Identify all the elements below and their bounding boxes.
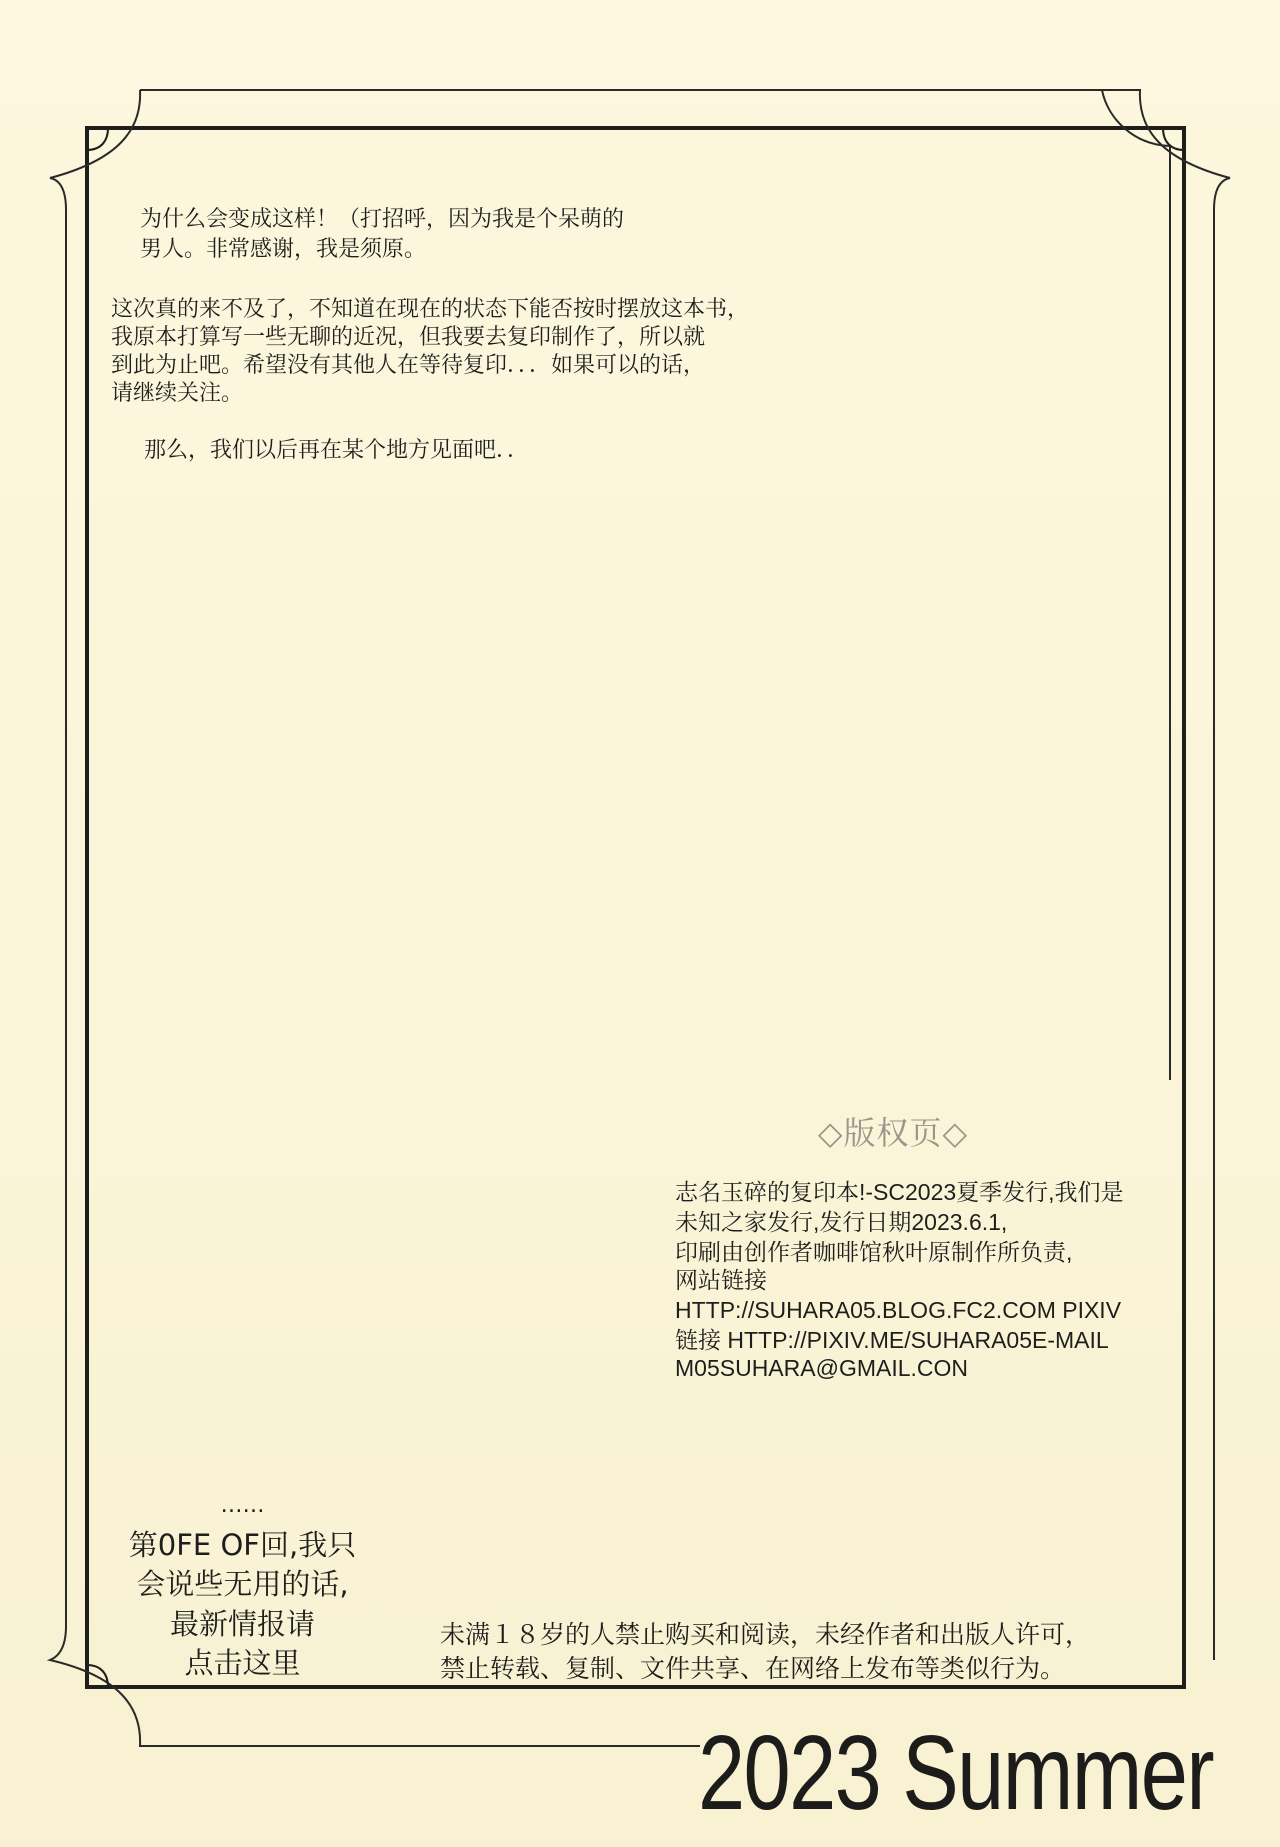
side-note-line-1: 第0FE OF回,我只 — [128, 1528, 357, 1562]
body-line-4: 请继续关注。 — [111, 381, 244, 406]
copyright-line-2: 未知之家发行,发行日期2023.6.1, — [675, 1209, 1008, 1235]
body-line-2: 我原本打算写一些无聊的近况，但我要去复印制作了，所以就 — [111, 325, 706, 350]
copyright-url-blog: HTTP://SUHARA05.BLOG.FC2.COM PIXIV — [675, 1297, 1122, 1323]
copyright-line-1: 志名玉碎的复印本!-SC2023夏季发行,我们是 — [675, 1179, 1124, 1205]
side-note-ellipsis: …… — [220, 1493, 265, 1518]
copyright-email: M05SUHARA@GMAIL.CON — [675, 1355, 969, 1381]
copyright-line-4: 网站链接 — [675, 1267, 767, 1293]
body-closing: 那么，我们以后再在某个地方见面吧．． — [144, 438, 530, 463]
body-line-1: 这次真的来不及了，不知道在现在的状态下能否按时摆放这本书， — [111, 297, 750, 322]
copyright-title: ◇版权页◇ — [817, 1114, 969, 1152]
age-warning-line-1: 未满１８岁的人禁止购买和阅读，未经作者和出版人许可， — [440, 1620, 1091, 1649]
intro-line-2: 男人。非常感谢，我是须原。 — [140, 237, 427, 262]
side-note-line-2: 会说些无用的话, — [136, 1567, 349, 1601]
side-note-line-4: 点击这里 — [184, 1646, 301, 1680]
body-line-3: 到此为止吧。希望没有其他人在等待复印．．．如果可以的话， — [111, 353, 706, 378]
age-warning-line-2: 禁止转载、复制、文件共享、在网络上发布等类似行为。 — [440, 1654, 1066, 1683]
intro-line-1: 为什么会变成这样！（打招呼，因为我是个呆萌的 — [140, 207, 625, 232]
side-note-line-3: 最新情报请 — [169, 1607, 315, 1641]
copyright-line-3: 印刷由创作者咖啡馆秋叶原制作所负责, — [675, 1239, 1073, 1265]
copyright-url-pixiv: 链接 HTTP://PIXIV.ME/SUHARA05E-MAIL — [675, 1327, 1109, 1353]
footer-year-season: 2023 Summer — [698, 1714, 1214, 1832]
